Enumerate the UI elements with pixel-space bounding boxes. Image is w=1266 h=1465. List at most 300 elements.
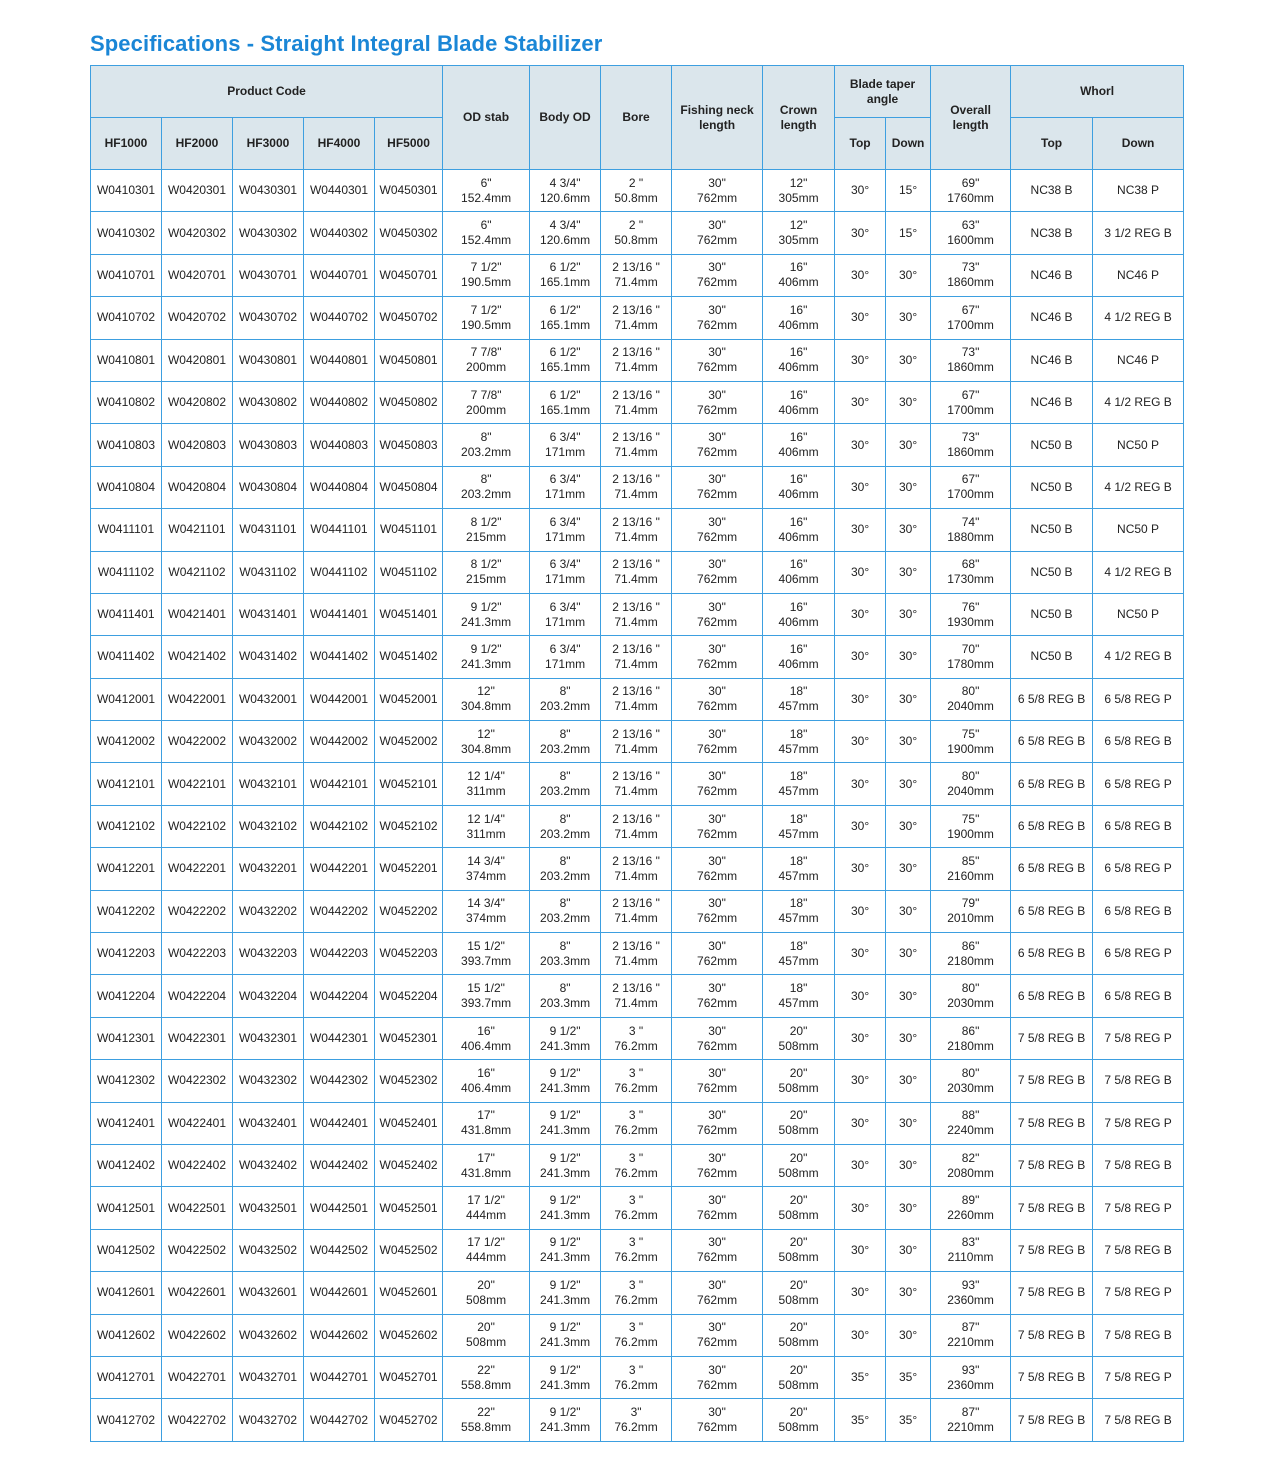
bore-cell bbox=[601, 551, 672, 593]
od-stab-cell-imperial: 20" bbox=[477, 1320, 495, 1335]
crown-cell-metric: 406mm bbox=[778, 275, 819, 290]
overall-length-cell-metric: 1700mm bbox=[947, 487, 994, 502]
product-code-cell: W0422501 bbox=[162, 1187, 233, 1229]
bore-cell-metric: 71.4mm bbox=[614, 487, 658, 502]
overall-length-cell bbox=[931, 424, 1011, 466]
bore-cell bbox=[601, 212, 672, 254]
body-od-cell-imperial: 8" bbox=[559, 896, 571, 911]
fishing-neck-cell-imperial: 30" bbox=[708, 1108, 726, 1123]
header-taper-top: Top bbox=[835, 118, 886, 170]
product-code-cell: W0442204 bbox=[304, 975, 375, 1017]
overall-length-cell-imperial: 79" bbox=[961, 896, 980, 911]
od-stab-cell-metric: 241.3mm bbox=[461, 656, 512, 671]
od-stab-cell-imperial: 6" bbox=[480, 218, 492, 233]
table-row bbox=[91, 678, 1184, 720]
whorl-down-cell: 6 5/8 REG B bbox=[1093, 890, 1184, 932]
body-od-cell-metric: 171mm bbox=[545, 656, 586, 671]
crown-cell-metric: 406mm bbox=[778, 614, 819, 629]
body-od-cell-imperial: 8" bbox=[559, 938, 571, 953]
table-row bbox=[91, 933, 1184, 975]
product-code-cell: W0432302 bbox=[233, 1060, 304, 1102]
fishing-neck-cell-imperial: 30" bbox=[708, 769, 726, 784]
bore-cell-metric: 76.2mm bbox=[614, 1165, 658, 1180]
taper-top-cell: 30° bbox=[835, 509, 886, 551]
product-code-cell: W0440702 bbox=[304, 297, 375, 339]
product-code-cell: W0422202 bbox=[162, 890, 233, 932]
product-code-cell: W0442102 bbox=[304, 805, 375, 847]
crown-cell bbox=[763, 1399, 835, 1441]
od-stab-cell-metric: 508mm bbox=[466, 1292, 507, 1307]
overall-length-cell-imperial: 69" bbox=[961, 175, 980, 190]
product-code-cell: W0412001 bbox=[91, 678, 162, 720]
bore-cell-metric: 50.8mm bbox=[614, 190, 658, 205]
fishing-neck-cell-imperial: 30" bbox=[708, 726, 726, 741]
crown-cell-imperial: 20" bbox=[789, 1405, 808, 1420]
whorl-down-cell: 7 5/8 REG P bbox=[1093, 1102, 1184, 1144]
crown-cell-imperial: 20" bbox=[789, 1320, 808, 1335]
bore-cell-metric: 76.2mm bbox=[614, 1123, 658, 1138]
overall-length-cell bbox=[931, 212, 1011, 254]
taper-top-cell: 30° bbox=[835, 339, 886, 381]
bore-cell-metric: 76.2mm bbox=[614, 1250, 658, 1265]
overall-length-cell-metric: 2080mm bbox=[947, 1165, 994, 1180]
od-stab-cell-imperial: 12" bbox=[477, 726, 495, 741]
crown-cell-imperial: 18" bbox=[789, 769, 808, 784]
product-code-cell: W0451402 bbox=[375, 636, 443, 678]
taper-top-cell: 35° bbox=[835, 1399, 886, 1441]
crown-cell-imperial: 16" bbox=[789, 641, 808, 656]
body-od-cell-imperial: 6 3/4" bbox=[549, 430, 581, 445]
body-od-cell-imperial: 6 3/4" bbox=[549, 514, 581, 529]
overall-length-cell-imperial: 73" bbox=[961, 430, 980, 445]
product-code-cell: W0452002 bbox=[375, 721, 443, 763]
product-code-cell: W0432502 bbox=[233, 1229, 304, 1271]
overall-length-cell-metric: 1900mm bbox=[947, 741, 994, 756]
body-od-cell bbox=[530, 1017, 601, 1059]
crown-cell-imperial: 20" bbox=[789, 1023, 808, 1038]
od-stab-cell-metric: 190.5mm bbox=[461, 317, 512, 332]
fishing-neck-cell bbox=[672, 509, 763, 551]
body-od-cell-imperial: 9 1/2" bbox=[549, 1362, 581, 1377]
product-code-cell: W0412002 bbox=[91, 721, 162, 763]
overall-length-cell bbox=[931, 636, 1011, 678]
overall-length-cell-imperial: 80" bbox=[961, 981, 980, 996]
crown-cell bbox=[763, 1272, 835, 1314]
crown-cell-metric: 457mm bbox=[778, 741, 819, 756]
crown-cell-imperial: 16" bbox=[789, 599, 808, 614]
body-od-cell bbox=[530, 1229, 601, 1271]
crown-cell-metric: 508mm bbox=[778, 1080, 819, 1095]
overall-length-cell-imperial: 63" bbox=[961, 218, 980, 233]
body-od-cell-metric: 241.3mm bbox=[540, 1080, 591, 1095]
fishing-neck-cell bbox=[672, 381, 763, 423]
bore-cell-metric: 76.2mm bbox=[614, 1377, 658, 1392]
product-code-cell: W0452101 bbox=[375, 763, 443, 805]
table-row bbox=[91, 254, 1184, 296]
crown-cell-metric: 457mm bbox=[778, 996, 819, 1011]
table-row bbox=[91, 721, 1184, 763]
product-code-cell: W0452501 bbox=[375, 1187, 443, 1229]
od-stab-cell bbox=[443, 848, 530, 890]
product-code-cell: W0442701 bbox=[304, 1356, 375, 1398]
taper-down-cell: 30° bbox=[886, 593, 931, 635]
body-od-cell-metric: 203.2mm bbox=[540, 868, 591, 883]
overall-length-cell bbox=[931, 1017, 1011, 1059]
od-stab-cell-metric: 311mm bbox=[466, 784, 506, 799]
od-stab-cell bbox=[443, 890, 530, 932]
overall-length-cell-imperial: 68" bbox=[961, 557, 980, 572]
body-od-cell-imperial: 9 1/2" bbox=[549, 1320, 581, 1335]
overall-length-cell-metric: 2030mm bbox=[947, 996, 994, 1011]
taper-down-cell: 30° bbox=[886, 466, 931, 508]
crown-cell-imperial: 16" bbox=[789, 472, 808, 487]
overall-length-cell bbox=[931, 593, 1011, 635]
whorl-top-cell: NC46 B bbox=[1011, 297, 1093, 339]
whorl-down-cell: 4 1/2 REG B bbox=[1093, 297, 1184, 339]
fishing-neck-cell-imperial: 30" bbox=[708, 218, 726, 233]
od-stab-cell bbox=[443, 254, 530, 296]
od-stab-cell-metric: 215mm bbox=[466, 572, 507, 587]
fishing-neck-cell-imperial: 30" bbox=[708, 1023, 726, 1038]
overall-length-cell bbox=[931, 551, 1011, 593]
od-stab-cell-imperial: 8 1/2" bbox=[470, 557, 502, 572]
overall-length-cell-metric: 2240mm bbox=[947, 1123, 994, 1138]
bore-cell bbox=[601, 381, 672, 423]
whorl-top-cell: 6 5/8 REG B bbox=[1011, 678, 1093, 720]
product-code-cell: W0420802 bbox=[162, 381, 233, 423]
table-row bbox=[91, 1144, 1184, 1186]
whorl-top-cell: 7 5/8 REG B bbox=[1011, 1356, 1093, 1398]
crown-cell-imperial: 18" bbox=[789, 938, 808, 953]
header-od-stab: OD stab bbox=[443, 66, 530, 170]
product-code-cell: W0412201 bbox=[91, 848, 162, 890]
body-od-cell bbox=[530, 1314, 601, 1356]
od-stab-cell-imperial: 17" bbox=[477, 1150, 495, 1165]
product-code-cell: W0432203 bbox=[233, 933, 304, 975]
product-code-cell: W0451401 bbox=[375, 593, 443, 635]
crown-cell-imperial: 20" bbox=[789, 1193, 808, 1208]
overall-length-cell bbox=[931, 1187, 1011, 1229]
product-code-cell: W0422001 bbox=[162, 678, 233, 720]
od-stab-cell-imperial: 12 1/4" bbox=[467, 769, 505, 784]
overall-length-cell-imperial: 82" bbox=[961, 1150, 980, 1165]
fishing-neck-cell-metric: 762mm bbox=[697, 233, 738, 248]
body-od-cell bbox=[530, 1356, 601, 1398]
product-code-cell: W0412301 bbox=[91, 1017, 162, 1059]
od-stab-cell-metric: 304.8mm bbox=[461, 741, 512, 756]
fishing-neck-cell bbox=[672, 678, 763, 720]
body-od-cell bbox=[530, 593, 601, 635]
fishing-neck-cell-imperial: 30" bbox=[708, 1320, 726, 1335]
body-od-cell-imperial: 6 3/4" bbox=[549, 557, 581, 572]
od-stab-cell-metric: 311mm bbox=[466, 826, 506, 841]
od-stab-cell-imperial: 9 1/2" bbox=[470, 641, 502, 656]
taper-down-cell: 30° bbox=[886, 1017, 931, 1059]
fishing-neck-cell bbox=[672, 1229, 763, 1271]
product-code-cell: W0430701 bbox=[233, 254, 304, 296]
body-od-cell-metric: 241.3mm bbox=[540, 1420, 591, 1435]
overall-length-cell bbox=[931, 170, 1011, 212]
body-od-cell-imperial: 6 1/2" bbox=[549, 345, 581, 360]
crown-cell-metric: 457mm bbox=[778, 953, 819, 968]
fishing-neck-cell-imperial: 30" bbox=[708, 1150, 726, 1165]
product-code-cell: W0452301 bbox=[375, 1017, 443, 1059]
whorl-down-cell: 6 5/8 REG B bbox=[1093, 975, 1184, 1017]
product-code-cell: W0442101 bbox=[304, 763, 375, 805]
fishing-neck-cell-metric: 762mm bbox=[697, 572, 738, 587]
body-od-cell-metric: 165.1mm bbox=[540, 360, 591, 375]
product-code-cell: W0440701 bbox=[304, 254, 375, 296]
whorl-down-cell: NC50 P bbox=[1093, 593, 1184, 635]
product-code-cell: W0432501 bbox=[233, 1187, 304, 1229]
od-stab-cell-metric: 190.5mm bbox=[461, 275, 512, 290]
fishing-neck-cell bbox=[672, 1017, 763, 1059]
header-bore: Bore bbox=[601, 66, 672, 170]
product-code-cell: W0412502 bbox=[91, 1229, 162, 1271]
od-stab-cell-imperial: 16" bbox=[477, 1023, 495, 1038]
overall-length-cell-metric: 1880mm bbox=[947, 529, 994, 544]
product-code-cell: W0441402 bbox=[304, 636, 375, 678]
overall-length-cell-imperial: 67" bbox=[961, 387, 980, 402]
body-od-cell-metric: 171mm bbox=[545, 487, 586, 502]
od-stab-cell bbox=[443, 551, 530, 593]
od-stab-cell bbox=[443, 1314, 530, 1356]
taper-down-cell: 30° bbox=[886, 381, 931, 423]
crown-cell-imperial: 12" bbox=[789, 218, 808, 233]
product-code-cell: W0452502 bbox=[375, 1229, 443, 1271]
body-od-cell-imperial: 6 3/4" bbox=[549, 641, 581, 656]
product-code-cell: W0442203 bbox=[304, 933, 375, 975]
body-od-cell bbox=[530, 254, 601, 296]
table-row bbox=[91, 1272, 1184, 1314]
product-code-cell: W0432001 bbox=[233, 678, 304, 720]
body-od-cell-metric: 241.3mm bbox=[540, 1038, 591, 1053]
body-od-cell-imperial: 8" bbox=[559, 981, 571, 996]
product-code-cell: W0452204 bbox=[375, 975, 443, 1017]
table-row bbox=[91, 805, 1184, 847]
od-stab-cell bbox=[443, 1060, 530, 1102]
od-stab-cell bbox=[443, 1356, 530, 1398]
overall-length-cell-metric: 2360mm bbox=[947, 1292, 994, 1307]
overall-length-cell bbox=[931, 1102, 1011, 1144]
bore-cell-metric: 71.4mm bbox=[614, 614, 658, 629]
crown-cell-metric: 457mm bbox=[778, 868, 819, 883]
od-stab-cell-metric: 241.3mm bbox=[461, 614, 512, 629]
crown-cell bbox=[763, 636, 835, 678]
fishing-neck-cell-imperial: 30" bbox=[708, 1405, 726, 1420]
overall-length-cell-metric: 1600mm bbox=[947, 233, 994, 248]
fishing-neck-cell-metric: 762mm bbox=[697, 1123, 738, 1138]
bore-cell-imperial: 3" bbox=[630, 1405, 642, 1420]
product-code-cell: W0442001 bbox=[304, 678, 375, 720]
fishing-neck-cell bbox=[672, 254, 763, 296]
product-code-cell: W0451101 bbox=[375, 509, 443, 551]
fishing-neck-cell-metric: 762mm bbox=[697, 529, 738, 544]
overall-length-cell-metric: 2110mm bbox=[947, 1250, 994, 1265]
body-od-cell-metric: 203.2mm bbox=[540, 699, 591, 714]
product-code-cell: W0430803 bbox=[233, 424, 304, 466]
crown-cell-metric: 305mm bbox=[778, 233, 819, 248]
header-hf4000: HF4000 bbox=[304, 118, 375, 170]
fishing-neck-cell bbox=[672, 424, 763, 466]
bore-cell bbox=[601, 339, 672, 381]
od-stab-cell-imperial: 8" bbox=[480, 472, 492, 487]
crown-cell-metric: 406mm bbox=[778, 402, 819, 417]
bore-cell bbox=[601, 509, 672, 551]
bore-cell bbox=[601, 593, 672, 635]
crown-cell-metric: 508mm bbox=[778, 1038, 819, 1053]
product-code-cell: W0420301 bbox=[162, 170, 233, 212]
spec-table bbox=[90, 65, 1184, 1442]
whorl-down-cell: NC46 P bbox=[1093, 339, 1184, 381]
overall-length-cell bbox=[931, 1399, 1011, 1441]
taper-top-cell: 30° bbox=[835, 1144, 886, 1186]
product-code-cell: W0452402 bbox=[375, 1144, 443, 1186]
product-code-cell: W0450701 bbox=[375, 254, 443, 296]
od-stab-cell-imperial: 17 1/2" bbox=[467, 1193, 505, 1208]
bore-cell bbox=[601, 1399, 672, 1441]
product-code-cell: W0422401 bbox=[162, 1102, 233, 1144]
bore-cell bbox=[601, 1060, 672, 1102]
body-od-cell-imperial: 4 3/4" bbox=[549, 175, 581, 190]
taper-down-cell: 30° bbox=[886, 805, 931, 847]
od-stab-cell bbox=[443, 1399, 530, 1441]
taper-down-cell: 30° bbox=[886, 1229, 931, 1271]
overall-length-cell-metric: 1860mm bbox=[947, 275, 994, 290]
fishing-neck-cell-imperial: 30" bbox=[708, 684, 726, 699]
whorl-top-cell: 7 5/8 REG B bbox=[1011, 1144, 1093, 1186]
bore-cell-metric: 76.2mm bbox=[614, 1208, 658, 1223]
od-stab-cell-imperial: 14 3/4" bbox=[467, 853, 505, 868]
product-code-cell: W0412101 bbox=[91, 763, 162, 805]
fishing-neck-cell-imperial: 30" bbox=[708, 302, 726, 317]
body-od-cell-metric: 171mm bbox=[545, 572, 586, 587]
whorl-top-cell: NC46 B bbox=[1011, 381, 1093, 423]
body-od-cell-imperial: 9 1/2" bbox=[549, 1235, 581, 1250]
od-stab-cell-metric: 558.8mm bbox=[461, 1420, 512, 1435]
od-stab-cell-metric: 374mm bbox=[466, 868, 507, 883]
body-od-cell-metric: 171mm bbox=[545, 529, 586, 544]
overall-length-cell-imperial: 86" bbox=[961, 938, 980, 953]
fishing-neck-cell-imperial: 30" bbox=[708, 641, 726, 656]
product-code-cell: W0420302 bbox=[162, 212, 233, 254]
fishing-neck-cell-metric: 762mm bbox=[697, 1335, 738, 1350]
crown-cell-imperial: 16" bbox=[789, 514, 808, 529]
taper-top-cell: 35° bbox=[835, 1356, 886, 1398]
bore-cell-metric: 71.4mm bbox=[614, 317, 658, 332]
body-od-cell bbox=[530, 339, 601, 381]
fishing-neck-cell-imperial: 30" bbox=[708, 387, 726, 402]
fishing-neck-cell bbox=[672, 763, 763, 805]
product-code-cell: W0432602 bbox=[233, 1314, 304, 1356]
overall-length-cell-metric: 1860mm bbox=[947, 360, 994, 375]
taper-top-cell: 30° bbox=[835, 381, 886, 423]
overall-length-cell bbox=[931, 509, 1011, 551]
overall-length-cell-metric: 2180mm bbox=[947, 953, 994, 968]
overall-length-cell bbox=[931, 890, 1011, 932]
product-code-cell: W0440801 bbox=[304, 339, 375, 381]
bore-cell-imperial: 3 " bbox=[628, 1362, 644, 1377]
fishing-neck-cell-metric: 762mm bbox=[697, 1080, 738, 1095]
whorl-top-cell: NC50 B bbox=[1011, 424, 1093, 466]
od-stab-cell-metric: 215mm bbox=[466, 529, 507, 544]
body-od-cell bbox=[530, 721, 601, 763]
body-od-cell-metric: 241.3mm bbox=[540, 1292, 591, 1307]
crown-cell-imperial: 16" bbox=[789, 557, 808, 572]
taper-down-cell: 30° bbox=[886, 890, 931, 932]
od-stab-cell-imperial: 12" bbox=[477, 684, 495, 699]
od-stab-cell bbox=[443, 975, 530, 1017]
bore-cell-imperial: 2 " bbox=[628, 175, 644, 190]
body-od-cell-imperial: 8" bbox=[559, 769, 571, 784]
product-code-cell: W0410701 bbox=[91, 254, 162, 296]
bore-cell-metric: 71.4mm bbox=[614, 826, 658, 841]
overall-length-cell-metric: 2210mm bbox=[947, 1420, 994, 1435]
bore-cell-imperial: 2 13/16 " bbox=[612, 430, 660, 445]
fishing-neck-cell-metric: 762mm bbox=[697, 445, 738, 460]
overall-length-cell bbox=[931, 339, 1011, 381]
whorl-down-cell: NC50 P bbox=[1093, 424, 1184, 466]
product-code-cell: W0452102 bbox=[375, 805, 443, 847]
bore-cell-metric: 76.2mm bbox=[614, 1292, 658, 1307]
header-fishing-neck: Fishing neck length bbox=[672, 66, 763, 170]
fishing-neck-cell-imperial: 30" bbox=[708, 853, 726, 868]
product-code-cell: W0411101 bbox=[91, 509, 162, 551]
od-stab-cell-imperial: 14 3/4" bbox=[467, 896, 505, 911]
product-code-cell: W0412202 bbox=[91, 890, 162, 932]
whorl-top-cell: 7 5/8 REG B bbox=[1011, 1187, 1093, 1229]
od-stab-cell-imperial: 15 1/2" bbox=[467, 981, 505, 996]
product-code-cell: W0421401 bbox=[162, 593, 233, 635]
fishing-neck-cell bbox=[672, 1102, 763, 1144]
overall-length-cell-metric: 1780mm bbox=[947, 656, 994, 671]
taper-down-cell: 30° bbox=[886, 636, 931, 678]
bore-cell-metric: 71.4mm bbox=[614, 572, 658, 587]
fishing-neck-cell-imperial: 30" bbox=[708, 557, 726, 572]
overall-length-cell-metric: 1860mm bbox=[947, 445, 994, 460]
bore-cell-imperial: 2 13/16 " bbox=[612, 811, 660, 826]
product-code-cell: W0432702 bbox=[233, 1399, 304, 1441]
taper-down-cell: 30° bbox=[886, 975, 931, 1017]
product-code-cell: W0412401 bbox=[91, 1102, 162, 1144]
bore-cell-imperial: 2 " bbox=[628, 218, 644, 233]
fishing-neck-cell-imperial: 30" bbox=[708, 472, 726, 487]
body-od-cell-metric: 203.2mm bbox=[540, 826, 591, 841]
od-stab-cell-metric: 431.8mm bbox=[461, 1123, 512, 1138]
overall-length-cell bbox=[931, 466, 1011, 508]
product-code-cell: W0422502 bbox=[162, 1229, 233, 1271]
header-overall: Overall length bbox=[931, 66, 1011, 170]
crown-cell-imperial: 20" bbox=[789, 1362, 808, 1377]
crown-cell bbox=[763, 1356, 835, 1398]
overall-length-cell-imperial: 73" bbox=[961, 345, 980, 360]
whorl-top-cell: NC46 B bbox=[1011, 339, 1093, 381]
fishing-neck-cell-imperial: 30" bbox=[708, 260, 726, 275]
overall-length-cell-metric: 1930mm bbox=[947, 614, 994, 629]
product-code-cell: W0410803 bbox=[91, 424, 162, 466]
od-stab-cell bbox=[443, 1272, 530, 1314]
bore-cell bbox=[601, 170, 672, 212]
body-od-cell-imperial: 9 1/2" bbox=[549, 1150, 581, 1165]
whorl-top-cell: 6 5/8 REG B bbox=[1011, 848, 1093, 890]
fishing-neck-cell-imperial: 30" bbox=[708, 599, 726, 614]
od-stab-cell-imperial: 8" bbox=[480, 430, 492, 445]
od-stab-cell bbox=[443, 509, 530, 551]
product-code-cell: W0430801 bbox=[233, 339, 304, 381]
bore-cell-metric: 76.2mm bbox=[614, 1080, 658, 1095]
whorl-down-cell: 6 5/8 REG B bbox=[1093, 721, 1184, 763]
fishing-neck-cell-imperial: 30" bbox=[708, 345, 726, 360]
